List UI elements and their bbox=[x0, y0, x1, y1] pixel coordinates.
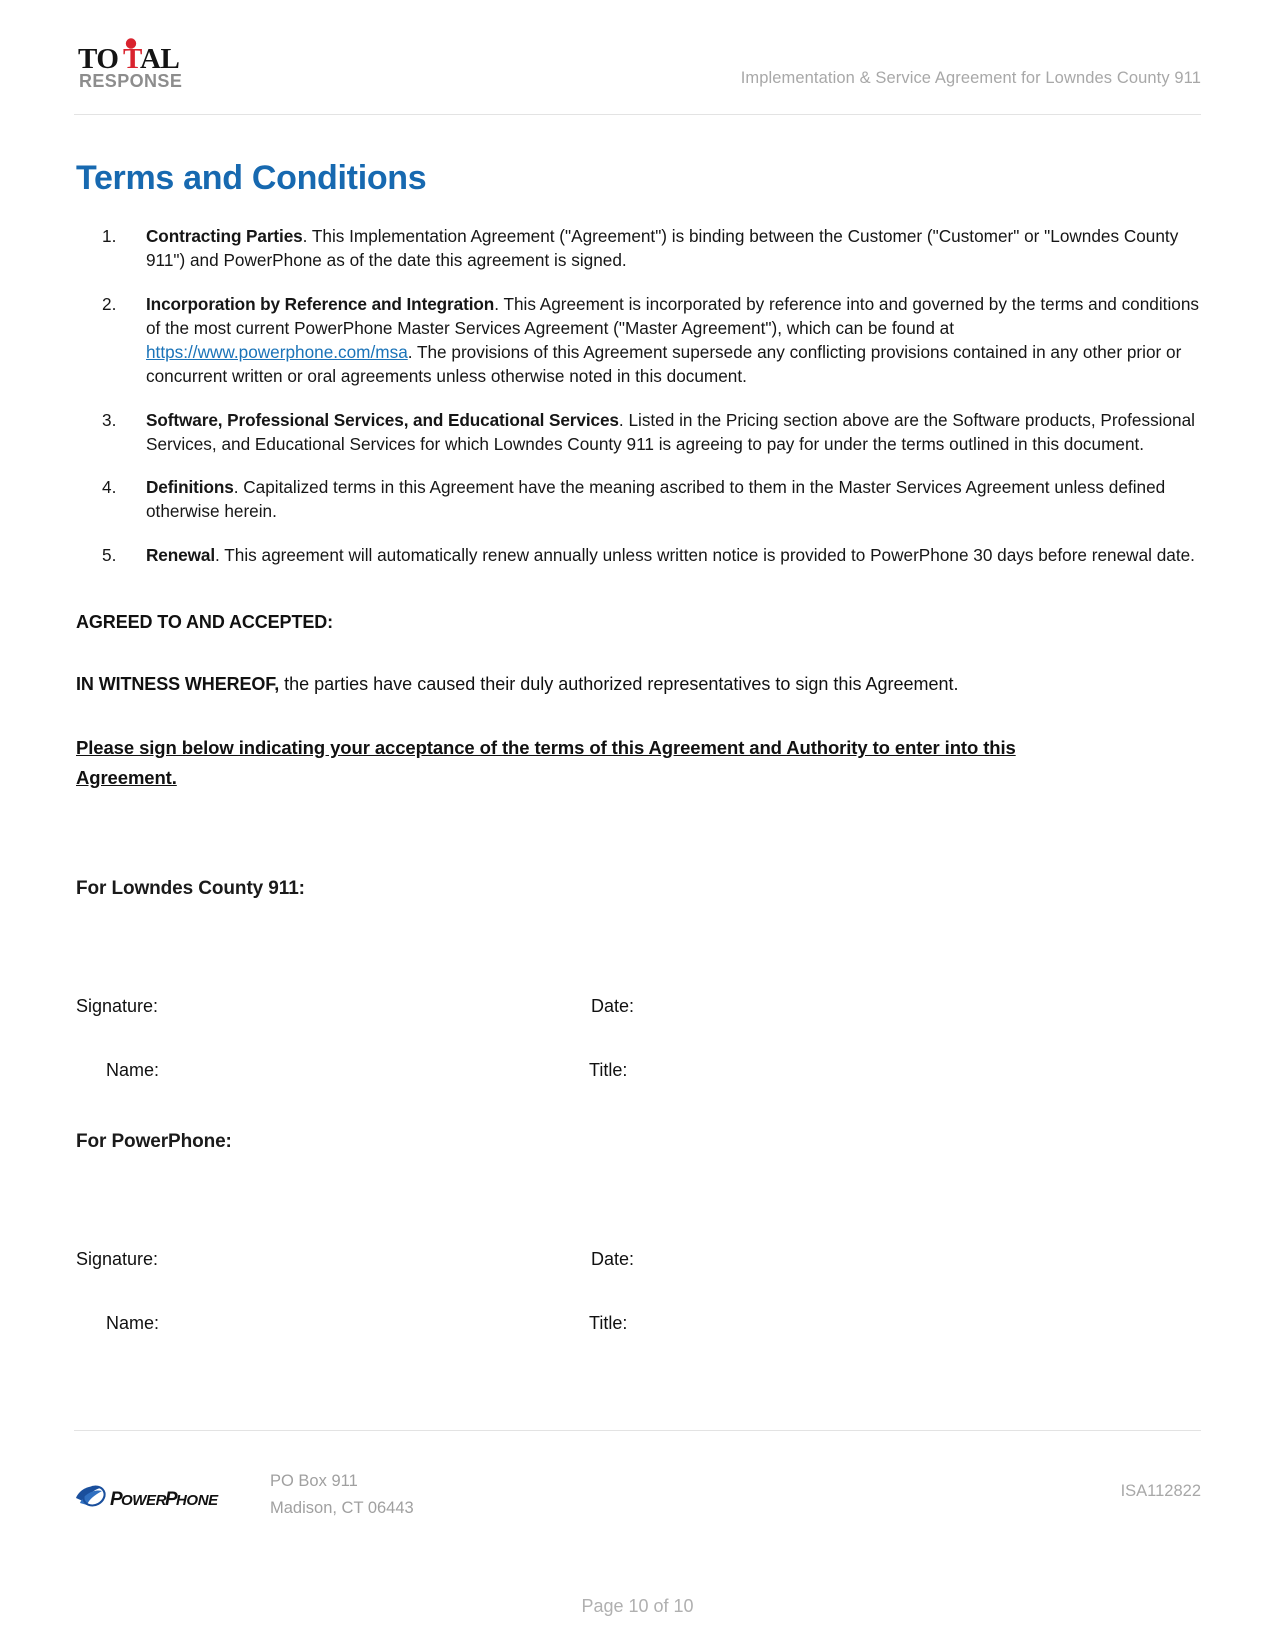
signature-row-customer bbox=[76, 996, 1201, 1017]
witness-bold-text: IN WITNESS WHEREOF, bbox=[76, 673, 280, 694]
page-title: Terms and Conditions bbox=[76, 159, 427, 197]
title-label: Title: bbox=[589, 1060, 628, 1081]
signature-label: Signature: bbox=[76, 996, 159, 1017]
witness-paragraph bbox=[76, 671, 1201, 697]
svg-text:RESPONSE: RESPONSE bbox=[79, 71, 183, 91]
witness-rest-text: the parties have caused their duly authorized representatives to sign this Agreement. bbox=[279, 673, 959, 694]
list-item bbox=[74, 543, 1201, 567]
terms-list bbox=[74, 224, 1201, 567]
page-number: Page 10 of 10 bbox=[581, 1596, 694, 1616]
term-lead: Definitions bbox=[146, 477, 234, 497]
name-label: Name: bbox=[106, 1313, 160, 1334]
agreed-heading: AGREED TO AND ACCEPTED: bbox=[76, 611, 334, 632]
name-row-customer bbox=[106, 1060, 1201, 1081]
total-response-logo bbox=[78, 36, 190, 92]
svg-text:AL: AL bbox=[140, 43, 180, 75]
signature-label: Signature: bbox=[76, 1249, 159, 1270]
svg-text:T: T bbox=[123, 43, 143, 75]
date-label: Date: bbox=[591, 1249, 635, 1270]
header-divider bbox=[74, 114, 1201, 115]
name-label: Name: bbox=[106, 1060, 160, 1081]
date-label: Date: bbox=[591, 996, 635, 1017]
term-lead: Contracting Parties bbox=[146, 226, 303, 246]
footer-divider bbox=[74, 1430, 1201, 1431]
term-body: . This Implementation Agreement ("Agreement") is binding between the Customer ("Customer" or "Lowndes County 911") and PowerPhone as of the date this agreement is signed. bbox=[146, 226, 1179, 271]
footer-address-line2: Madison, CT 06443 bbox=[270, 1498, 414, 1517]
term-body: . Capitalized terms in this Agreement have the meaning ascribed to them in the Master Services Agreement unless defined otherwise herein. bbox=[146, 477, 1166, 522]
term-body: . This agreement will automatically renew annually unless written notice is provided to PowerPhone 30 days before renewal date. bbox=[215, 544, 1195, 565]
term-lead: Incorporation by Reference and Integration bbox=[146, 293, 495, 314]
party-heading-customer: For Lowndes County 911: bbox=[76, 878, 305, 900]
powerphone-logo bbox=[74, 1482, 246, 1512]
list-item bbox=[74, 475, 1201, 524]
name-row-powerphone bbox=[106, 1313, 1201, 1334]
term-lead: Renewal bbox=[146, 544, 216, 565]
svg-text:P: P bbox=[110, 1489, 123, 1510]
list-item bbox=[74, 292, 1201, 389]
document-id: ISA112822 bbox=[1120, 1482, 1201, 1500]
svg-text:P: P bbox=[165, 1489, 178, 1510]
signature-row-powerphone bbox=[76, 1249, 1201, 1270]
title-label: Title: bbox=[589, 1313, 628, 1334]
svg-text:OWER: OWER bbox=[121, 1492, 167, 1509]
svg-text:HONE: HONE bbox=[176, 1492, 218, 1509]
header-document-title: Implementation & Service Agreement for Lowndes County 911 bbox=[740, 69, 1201, 87]
svg-text:TO: TO bbox=[78, 43, 119, 75]
term-body: . Listed in the Pricing section above are the Software products, Professional Services, and Educational Services for which Lowndes County 911 is agreeing to pay for under the terms outlined in this document. bbox=[146, 409, 1195, 454]
list-item bbox=[74, 224, 1201, 273]
term-body-before: . This Agreement is incorporated by reference into and governed by the terms and conditions of the most current PowerPhone Master Services Agreement ("Master Agreement"), which can be found at bbox=[146, 293, 1199, 338]
page-footer bbox=[74, 1468, 1201, 1521]
term-lead: Software, Professional Services, and Educational Services bbox=[146, 409, 619, 430]
footer-address-line1: PO Box 911 bbox=[270, 1472, 358, 1490]
page-header bbox=[74, 0, 1201, 92]
please-sign-paragraph: Please sign below indicating your acceptance of the terms of this Agreement and Authority to enter into this Agreement. bbox=[76, 736, 1016, 788]
msa-link[interactable]: https://www.powerphone.com/msa bbox=[146, 342, 408, 362]
term-body-after: . The provisions of this Agreement supersede any conflicting provisions contained in any other prior or concurrent written or oral agreements unless otherwise noted in this document. bbox=[146, 342, 1182, 387]
list-item bbox=[74, 408, 1201, 457]
party-heading-powerphone: For PowerPhone: bbox=[76, 1131, 232, 1153]
footer-address bbox=[270, 1468, 414, 1521]
